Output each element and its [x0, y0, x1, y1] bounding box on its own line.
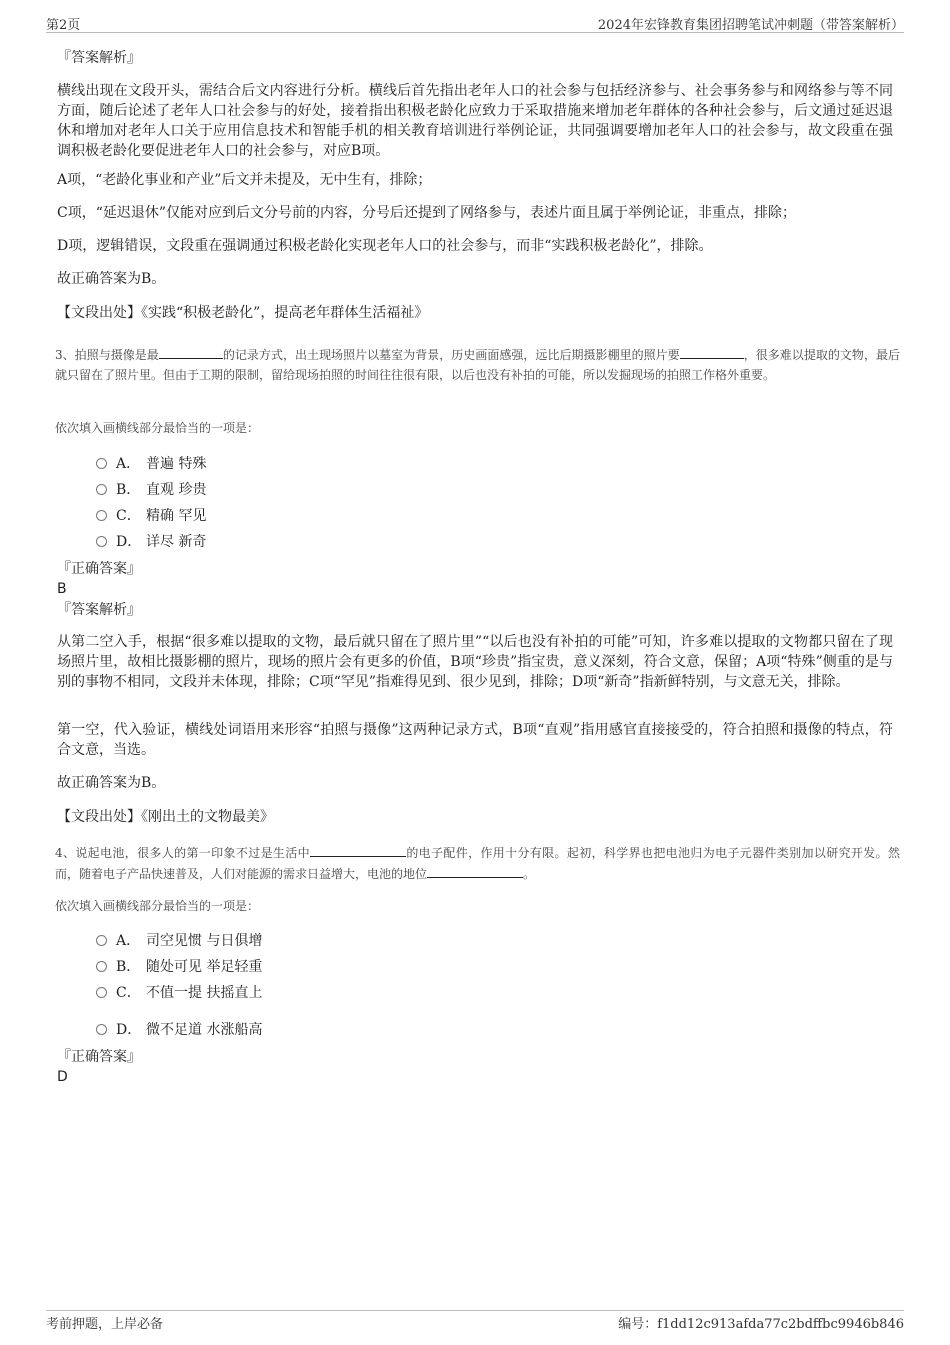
q2-option-c-note: C项，“延迟退休”仅能对应到后文分号前的内容，分号后还提到了网络参与，表述片面且属于举例论证，非重点，排除；	[57, 205, 797, 221]
radio-icon[interactable]	[96, 536, 107, 547]
header-divider	[46, 32, 904, 33]
option-text: 精确 罕见	[146, 508, 207, 524]
q3-option-b[interactable]	[96, 480, 206, 500]
q2-option-a-note: A项，“老龄化事业和产业”后文并未提及，无中生有，排除；	[57, 172, 432, 188]
option-letter: D．	[116, 1022, 142, 1038]
q3-option-a[interactable]	[96, 454, 206, 474]
option-text: 不值一提 扶摇直上	[146, 985, 263, 1001]
option-letter: A．	[116, 933, 141, 949]
q4-stem-part2: 的电子配件，作用十分有限。起初，科学界也把电池归为电子元器件类别加以研究开发。然而，随着电子产品快速普及，人们对能源的需求日益增大，电池的地位	[55, 846, 900, 881]
option-letter: A．	[116, 456, 141, 472]
q3-blank-1	[159, 344, 223, 359]
q4-option-d[interactable]	[96, 1020, 262, 1040]
q2-conclusion: 故正确答案为B。	[57, 271, 166, 287]
radio-icon[interactable]	[96, 1024, 107, 1035]
document-title: 2024年宏锋教育集团招聘笔试冲刺题（带答案解析）	[597, 18, 904, 33]
q4-answer: D	[57, 1069, 68, 1085]
q4-blank-1	[310, 842, 406, 857]
q4-stem-part1: 4、说起电池，很多人的第一印象不过是生活中	[55, 846, 310, 860]
q4-instruction: 依次填入画横线部分最恰当的一项是：	[55, 899, 260, 913]
radio-icon[interactable]	[96, 935, 107, 946]
option-letter: D．	[116, 534, 142, 550]
q3-stem-part2: 的记录方式，出土现场照片以墓室为背景，历史画面感强，远比后期摄影棚里的照片要	[222, 348, 680, 362]
option-text: 直观 珍贵	[146, 482, 207, 498]
q3-stem-part1: 3、拍照与摄像是最	[55, 348, 159, 362]
q4-option-b[interactable]	[96, 957, 262, 977]
q2-analysis-label: 『答案解析』	[57, 50, 141, 66]
q3-blank-2	[680, 344, 744, 359]
radio-icon[interactable]	[96, 987, 107, 998]
q2-option-d-note: D项，逻辑错误，文段重在强调通过积极老龄化实现老年人口的社会参与，而非“实践积极老龄化”，排除。	[57, 238, 713, 254]
q4-option-a[interactable]	[96, 931, 262, 951]
option-letter: B．	[116, 482, 141, 498]
q3-source: 【文段出处】《刚出土的文物最美》	[57, 809, 274, 825]
q3-stem-part3: ，很多难以提取的文物，最后就只留在了照片里。但由于工期的限制，留给现场拍照的时间往往很有限，以后也没有补拍的可能，所以发掘现场的拍照工作格外重要。	[55, 348, 900, 382]
option-text: 司空见惯 与日俱增	[146, 933, 263, 949]
q4-answer-label: 『正确答案』	[57, 1049, 141, 1065]
q3-answer: B	[57, 581, 67, 597]
q2-analysis-text: 横线出现在文段开头，需结合后文内容进行分析。横线后首先指出老年人口的社会参与包括经济参与、社会事务参与和网络参与等不同方面，随后论述了老年人口社会参与的好处，接着指出积极老龄化应致力于采取措施来增加老年群体的各种社会参与，后文通过延迟退休和增加对老年人口关于应用信息技术和智能手机的相关教育培训进行举例论证，共同强调要增加老年人口的社会参与，故文段重在强调积极老龄化要促进老年人口的社会参与，对应B项。	[57, 83, 893, 159]
q3-stem	[55, 344, 900, 385]
page-number: 第2页	[46, 18, 81, 33]
option-letter: C．	[116, 508, 141, 524]
option-letter: C．	[116, 985, 141, 1001]
option-letter: B．	[116, 959, 141, 975]
radio-icon[interactable]	[96, 458, 107, 469]
option-text: 随处可见 举足轻重	[146, 959, 263, 975]
q2-source: 【文段出处】《实践“积极老龄化”，提高老年群体生活福祉》	[57, 305, 429, 321]
footer-slogan: 考前押题，上岸必备	[46, 1317, 164, 1332]
footer-divider	[46, 1310, 904, 1311]
q4-stem	[55, 842, 900, 884]
option-text: 详尽 新奇	[146, 534, 207, 550]
document-serial: 编号：f1dd12c913afda77c2bdffbc9946b846	[618, 1317, 904, 1332]
option-text: 微不足道 水涨船高	[146, 1022, 263, 1038]
q3-option-d[interactable]	[96, 532, 206, 552]
q3-answer-label: 『正确答案』	[57, 561, 141, 577]
q4-blank-2	[427, 863, 523, 878]
radio-icon[interactable]	[96, 961, 107, 972]
radio-icon[interactable]	[96, 484, 107, 495]
q3-analysis-label: 『答案解析』	[57, 602, 141, 618]
q4-stem-part3: 。	[523, 867, 536, 881]
option-text: 普遍 特殊	[146, 456, 207, 472]
radio-icon[interactable]	[96, 510, 107, 521]
q3-instruction: 依次填入画横线部分最恰当的一项是：	[55, 421, 260, 435]
q4-option-c[interactable]	[96, 983, 262, 1003]
q3-analysis-p2: 第一空，代入验证，横线处词语用来形容“拍照与摄像”这两种记录方式，B项“直观”指用感官直接接受的，符合拍照和摄像的特点，符合文意，当选。	[57, 722, 893, 758]
q3-option-c[interactable]	[96, 506, 206, 526]
q3-analysis-p1: 从第二空入手，根据“很多难以提取的文物，最后就只留在了照片里”“以后也没有补拍的可能”可知，许多难以提取的文物都只留在了现场照片里，故相比摄影棚的照片，现场的照片会有更多的价值，B项“珍贵”指宝贵，意义深刻，符合文意，保留；A项“特殊”侧重的是与别的事物不相同，文段并未体现，排除；C项“罕见”指难得见到、很少见到，排除；D项“新奇”指新鲜特别，与文意无关，排除。	[57, 634, 893, 690]
q3-conclusion: 故正确答案为B。	[57, 775, 166, 791]
